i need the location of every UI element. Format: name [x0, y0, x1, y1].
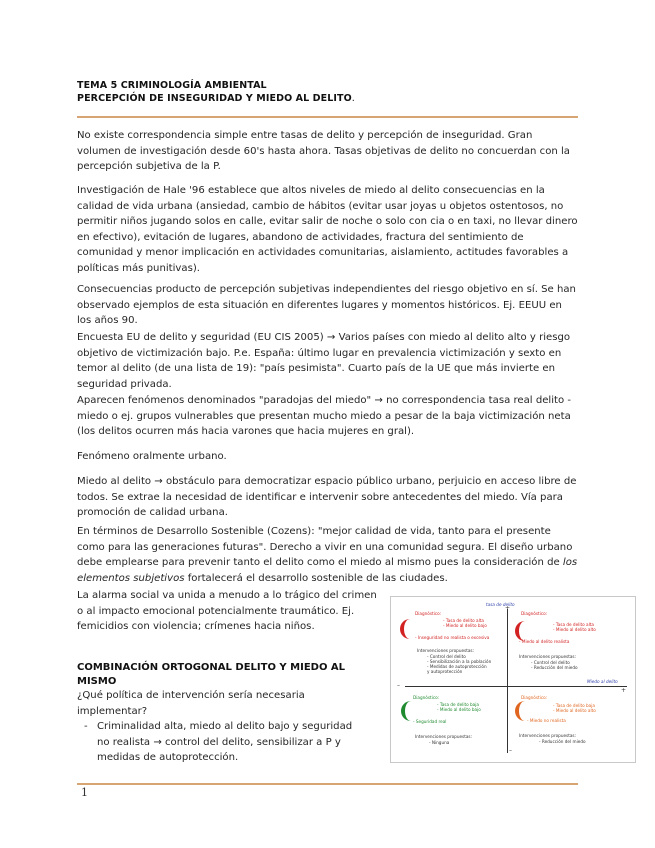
x-axis-label: Miedo al delito [587, 679, 618, 684]
q3-line2: - Miedo al delito bajo [437, 707, 481, 712]
page-number: 1 [81, 786, 88, 799]
q1-int1: - Control del delito [427, 654, 466, 659]
q1-interventions: Intervenciones propuestas: [417, 648, 475, 653]
y-axis-minus: – [509, 747, 512, 754]
q4-int1: - Reducción del miedo [539, 739, 586, 744]
q1-line3: - Inseguridad no realista o excesiva [415, 635, 490, 640]
list-item [84, 719, 359, 766]
q2-interventions: Intervenciones propuestas: [519, 654, 577, 659]
x-axis-minus: – [397, 682, 400, 689]
q4-interventions: Intervenciones propuestas: [519, 733, 577, 738]
q3-interventions: Intervenciones propuestas: [415, 734, 473, 739]
topic-subtitle [77, 93, 577, 104]
q2-arrow-icon [515, 621, 528, 641]
section-heading: COMBINACIÓN ORTOGONAL DELITO Y MIEDO AL MISMO [77, 662, 346, 687]
topic-subtitle-period: . [351, 93, 355, 104]
q1-int3: - Medidas de autoprotección [427, 664, 487, 669]
paragraph-eu-survey: Encuesta EU de delito y seguridad (EU CIS 2005) → Varios países con miedo al delito alto y riesgo objetivo de victimización bajo. P.e. España: último lugar en prevalencia victimización y sexto en temor al delito (de una lista de 19): "país pesimista". Cuarto país de la UE que más invierte en seguridad privada. [77, 332, 571, 390]
paragraph-fear-paradox: Aparecen fenómenos denominados "paradojas del miedo" → no correspondencia tasa real delito - miedo o ej. grupos vulnerables que presentan mucho miedo a pesar de la baja victimización neta (los delitos ocurren más hacia varones que hacia mujeres en gral). [77, 395, 572, 438]
paragraph-social-alarm: La alarma social va unida a menudo a lo trágico del crimen o al impacto emocional potencialmente traumático. Ej. femicidios con violencia; crímenes hacia niños. [77, 590, 377, 633]
q3-arrow-icon [401, 701, 414, 721]
y-axis-label: tasa de delito [486, 602, 515, 607]
sustainable-text-after: fortalecerá el desarrollo sostenible de las ciudades. [184, 572, 448, 584]
q3-line1: - Tasa de delito baja [437, 702, 479, 707]
paragraph-urban-phenomenon: Fenómeno oralmente urbano. [77, 451, 227, 462]
q2-line1: - Tasa de delito alta [553, 622, 594, 627]
q1-line2: - Miedo al delito bajo [443, 623, 487, 628]
q4-line1: - Tasa de delito baja [553, 703, 595, 708]
x-axis [405, 686, 627, 687]
bullet-dash: - [84, 721, 88, 732]
y-axis-plus: + [505, 605, 511, 612]
paragraph-consequences: Consecuencias producto de percepción subjetivas independientes del riesgo objetivo en sí. Se han observado ejemplos de esta situación en diferentes lugares y momentos históricos. Ej. EEUU en los años 90. [77, 284, 576, 327]
q4-diagnosis: Diagnóstico: [521, 695, 548, 700]
sustainable-text-italic: los elementos subjetivos [77, 557, 578, 584]
paragraph-sustainable-development [77, 524, 579, 586]
q1-arrow-icon [400, 619, 413, 639]
q2-int2: - Reducción del miedo [531, 665, 578, 670]
topic-subtitle-text: PERCEPCIÓN DE INSEGURIDAD Y MIEDO AL DELITO [77, 93, 352, 104]
q2-line2: - Miedo al delito alto [553, 627, 596, 632]
q3-int1: - Ninguna [429, 740, 450, 745]
q2-line3: - Miedo al delito realista [519, 639, 570, 644]
list-item-text: Criminalidad alta, miedo al delito bajo y seguridad no realista → control del delito, sensibilizar a P y medidas de autoprotección. [97, 721, 353, 764]
q1-int4: y autoprotección [427, 669, 463, 674]
q1-diagnosis: Diagnóstico: [415, 611, 442, 616]
q1-int2: - Sensibilización a la población [427, 659, 492, 664]
q4-line2: - Miedo al delito alto [553, 708, 596, 713]
q2-diagnosis: Diagnóstico: [521, 611, 548, 616]
section-question: ¿Qué política de intervención sería necesaria implementar? [77, 690, 305, 717]
q1-line1: - Tasa de delito alta [443, 618, 484, 623]
topic-title: TEMA 5 CRIMINOLOGÍA AMBIENTAL [77, 80, 267, 91]
header-rule [77, 116, 578, 118]
paragraph-hale: Investigación de Hale '96 establece que altos niveles de miedo al delito consecuencias en la calidad de vida urbana (ansiedad, cambio de hábitos (evitar usar joyas u objetos ostentosos, no permitir niños jugando solos en calle, evitar salir de noche o solo con cia o en taxi, no llevar dinero en efectivo), evitación de lugares, abandono de actividades, fractura del sentimiento de comunidad y menor implicación en actividades comunitarias, aislamiento, actitudes favorables a políticas más punitivas). [77, 185, 578, 274]
quadrant-diagram [390, 596, 636, 763]
q3-diagnosis: Diagnóstico: [413, 695, 440, 700]
sustainable-text-before: En términos de Desarrollo Sostenible (Cozens): "mejor calidad de vida, tanto para el presente como para las generaciones futuras". Derecho a vivir en una comunidad segura. El diseño urbano debe emplearse para prevenir tanto el delito como el miedo al mismo pues la consideración de [77, 526, 573, 569]
paragraph-public-space: Miedo al delito → obstáculo para democratizar espacio público urbano, perjuicio en acceso libre de todos. Se extrae la necesidad de identificar e intervenir sobre antecedentes del miedo. Vía para promoción de calidad urbana. [77, 476, 577, 519]
q2-int1: - Control del delito [531, 660, 570, 665]
q4-line3: - Miedo no realista [527, 718, 566, 723]
q3-line3: - Seguridad real [413, 719, 447, 724]
x-axis-plus: + [621, 687, 627, 694]
footer-rule [77, 783, 578, 785]
y-axis [507, 609, 508, 753]
paragraph-correspondence: No existe correspondencia simple entre tasas de delito y percepción de inseguridad. Gran volumen de investigación desde 60's hasta ahora. Tasas objetivas de delito no concuerdan con la percepción subjetiva de la P. [77, 130, 570, 173]
